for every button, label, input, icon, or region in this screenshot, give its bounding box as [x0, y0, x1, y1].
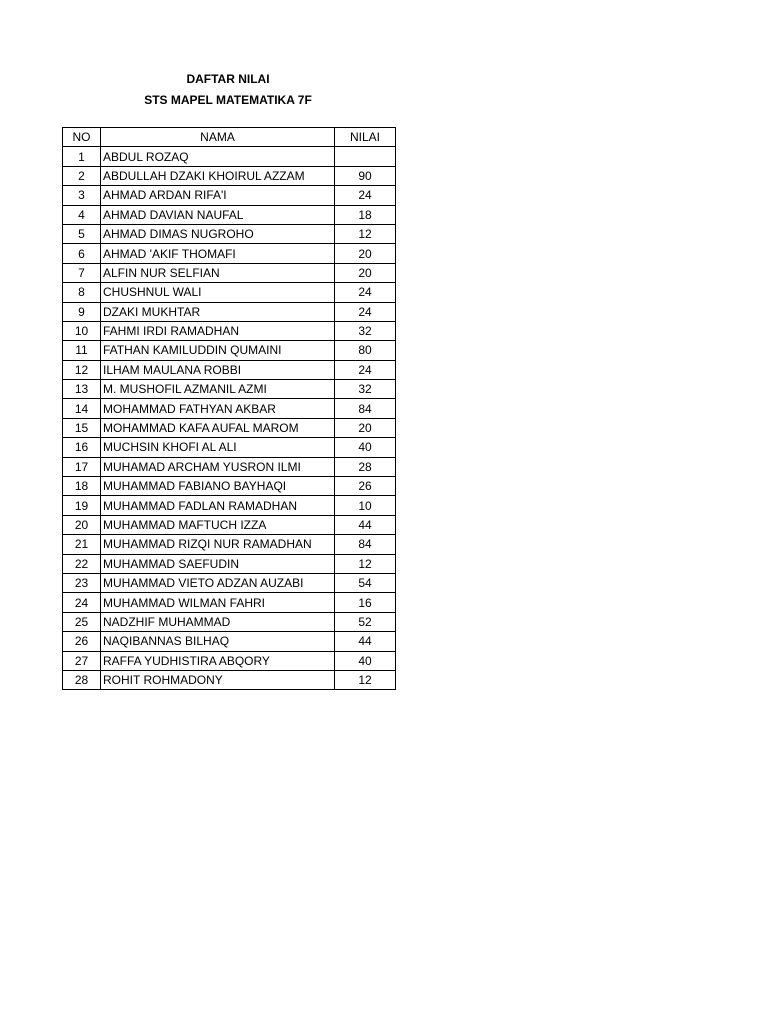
cell-nama: MUCHSIN KHOFI AL ALI [101, 438, 335, 457]
table-row [63, 535, 396, 554]
cell-nilai: 24 [335, 186, 396, 205]
cell-no: 4 [63, 205, 101, 224]
table-row [63, 477, 396, 496]
cell-nilai: 26 [335, 477, 396, 496]
table-row [63, 438, 396, 457]
table-row [63, 670, 396, 689]
cell-no: 5 [63, 224, 101, 243]
cell-nilai: 24 [335, 360, 396, 379]
grades-table [62, 127, 396, 690]
table-row [63, 263, 396, 282]
cell-nilai: 90 [335, 166, 396, 185]
table-row [63, 380, 396, 399]
cell-nama: CHUSHNUL WALI [101, 283, 335, 302]
cell-nama: ABDUL ROZAQ [101, 147, 335, 166]
cell-nama: MUHAMMAD FADLAN RAMADHAN [101, 496, 335, 515]
cell-no: 11 [63, 341, 101, 360]
table-row [63, 360, 396, 379]
cell-nilai: 54 [335, 573, 396, 592]
grades-table-body [63, 147, 396, 690]
cell-nilai: 20 [335, 418, 396, 437]
table-row [63, 399, 396, 418]
table-row [63, 186, 396, 205]
table-row [63, 224, 396, 243]
cell-nilai: 12 [335, 224, 396, 243]
cell-nama: AHMAD ARDAN RIFA'I [101, 186, 335, 205]
cell-nama: DZAKI MUKHTAR [101, 302, 335, 321]
table-row [63, 166, 396, 185]
cell-no: 1 [63, 147, 101, 166]
cell-nama: AHMAD DAVIAN NAUFAL [101, 205, 335, 224]
cell-no: 6 [63, 244, 101, 263]
column-header-no: NO [63, 128, 101, 147]
cell-no: 3 [63, 186, 101, 205]
table-row [63, 573, 396, 592]
table-row [63, 457, 396, 476]
table-row [63, 651, 396, 670]
cell-no: 18 [63, 477, 101, 496]
cell-nilai: 24 [335, 302, 396, 321]
cell-nama: MUHAMMAD RIZQI NUR RAMADHAN [101, 535, 335, 554]
table-row [63, 612, 396, 631]
cell-nilai: 16 [335, 593, 396, 612]
cell-no: 15 [63, 418, 101, 437]
table-row [63, 205, 396, 224]
cell-no: 7 [63, 263, 101, 282]
cell-nilai: 32 [335, 380, 396, 399]
cell-nilai: 18 [335, 205, 396, 224]
column-header-nilai: NILAI [335, 128, 396, 147]
table-row [63, 418, 396, 437]
table-row [63, 244, 396, 263]
cell-nama: NADZHIF MUHAMMAD [101, 612, 335, 631]
cell-no: 10 [63, 321, 101, 340]
cell-no: 20 [63, 515, 101, 534]
cell-nama: RAFFA YUDHISTIRA ABQORY [101, 651, 335, 670]
cell-nama: ROHIT ROHMADONY [101, 670, 335, 689]
table-header-row [63, 128, 396, 147]
cell-no: 25 [63, 612, 101, 631]
cell-nilai: 40 [335, 438, 396, 457]
cell-nama: ALFIN NUR SELFIAN [101, 263, 335, 282]
table-row [63, 632, 396, 651]
document-subtitle: STS MAPEL MATEMATIKA 7F [144, 93, 312, 107]
table-row [63, 341, 396, 360]
cell-nama: MUHAMAD ARCHAM YUSRON ILMI [101, 457, 335, 476]
cell-no: 24 [63, 593, 101, 612]
table-row [63, 302, 396, 321]
cell-nilai: 84 [335, 535, 396, 554]
cell-no: 8 [63, 283, 101, 302]
cell-no: 19 [63, 496, 101, 515]
cell-nilai: 20 [335, 244, 396, 263]
cell-nama: FAHMI IRDI RAMADHAN [101, 321, 335, 340]
cell-no: 23 [63, 573, 101, 592]
cell-nama: MUHAMMAD VIETO ADZAN AUZABI [101, 573, 335, 592]
cell-nama: MOHAMMAD FATHYAN AKBAR [101, 399, 335, 418]
cell-nilai: 52 [335, 612, 396, 631]
table-row [63, 554, 396, 573]
cell-nilai: 80 [335, 341, 396, 360]
cell-nilai: 40 [335, 651, 396, 670]
table-row [63, 321, 396, 340]
cell-nama: MUHAMMAD MAFTUCH IZZA [101, 515, 335, 534]
cell-no: 9 [63, 302, 101, 321]
document-title: DAFTAR NILAI [186, 72, 270, 86]
cell-nilai: 12 [335, 670, 396, 689]
cell-no: 13 [63, 380, 101, 399]
cell-nilai: 24 [335, 283, 396, 302]
cell-nama: FATHAN KAMILUDDIN QUMAINI [101, 341, 335, 360]
cell-nama: NAQIBANNAS BILHAQ [101, 632, 335, 651]
table-row [63, 515, 396, 534]
cell-nama: MUHAMMAD WILMAN FAHRI [101, 593, 335, 612]
cell-no: 26 [63, 632, 101, 651]
cell-nama: ABDULLAH DZAKI KHOIRUL AZZAM [101, 166, 335, 185]
cell-no: 21 [63, 535, 101, 554]
column-header-nama: NAMA [101, 128, 335, 147]
cell-nilai: 20 [335, 263, 396, 282]
table-row [63, 496, 396, 515]
cell-nama: AHMAD DIMAS NUGROHO [101, 224, 335, 243]
cell-nilai [335, 147, 396, 166]
cell-nama: AHMAD 'AKIF THOMAFI [101, 244, 335, 263]
cell-nilai: 10 [335, 496, 396, 515]
cell-no: 28 [63, 670, 101, 689]
cell-nilai: 12 [335, 554, 396, 573]
cell-no: 27 [63, 651, 101, 670]
cell-nama: MUHAMMAD SAEFUDIN [101, 554, 335, 573]
cell-nama: ILHAM MAULANA ROBBI [101, 360, 335, 379]
cell-nilai: 44 [335, 515, 396, 534]
cell-no: 12 [63, 360, 101, 379]
cell-nilai: 44 [335, 632, 396, 651]
table-row [63, 593, 396, 612]
cell-nama: M. MUSHOFIL AZMANIL AZMI [101, 380, 335, 399]
cell-nama: MUHAMMAD FABIANO BAYHAQI [101, 477, 335, 496]
cell-nama: MOHAMMAD KAFA AUFAL MAROM [101, 418, 335, 437]
table-row [63, 147, 396, 166]
cell-no: 17 [63, 457, 101, 476]
cell-no: 2 [63, 166, 101, 185]
cell-nilai: 28 [335, 457, 396, 476]
cell-no: 16 [63, 438, 101, 457]
cell-nilai: 32 [335, 321, 396, 340]
table-row [63, 283, 396, 302]
cell-no: 22 [63, 554, 101, 573]
cell-no: 14 [63, 399, 101, 418]
cell-nilai: 84 [335, 399, 396, 418]
